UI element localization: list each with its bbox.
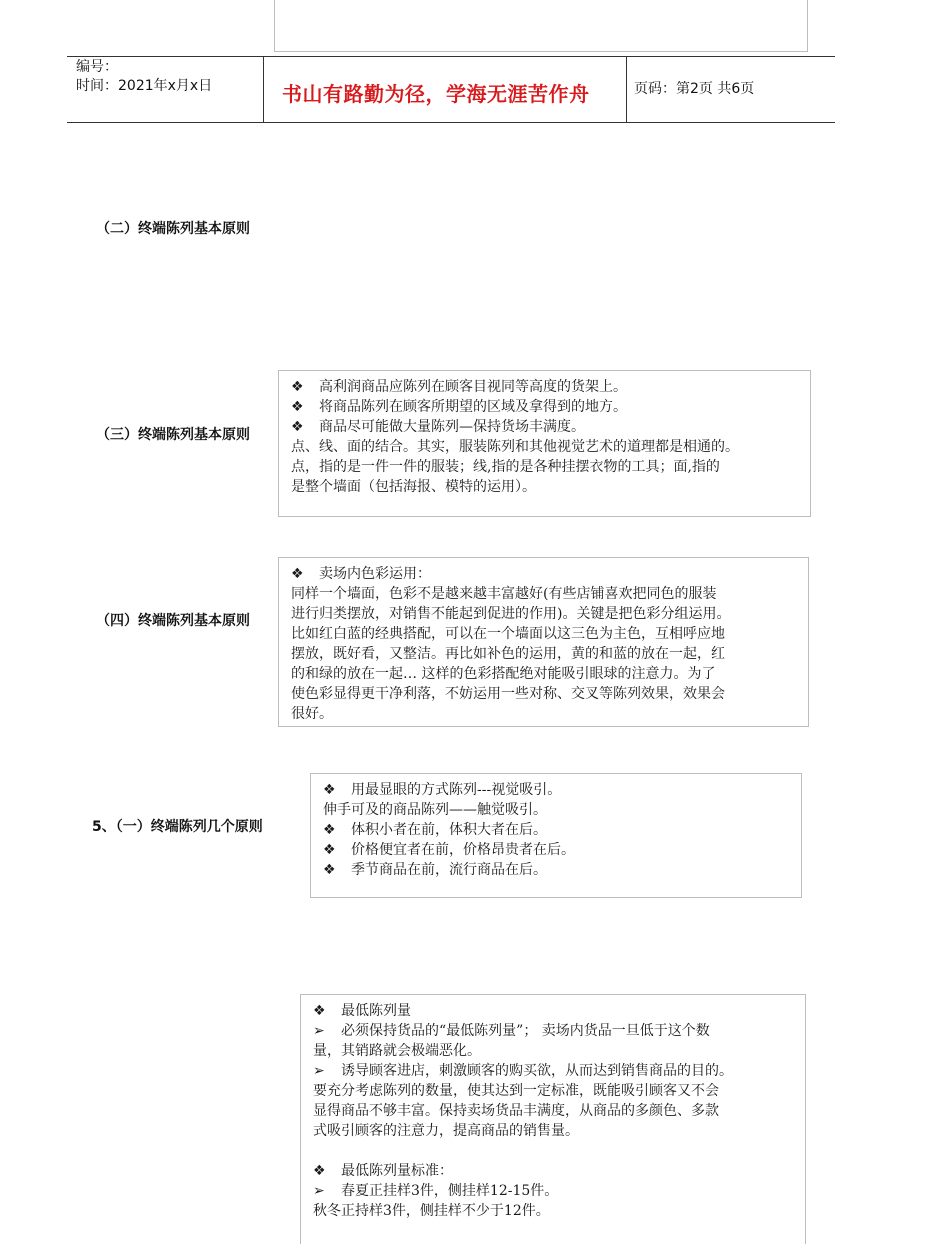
s3-line: 点，指的是一件一件的服装；线,指的是各种挂摆衣物的工具；面,指的 (291, 459, 720, 475)
s4-line: ❖ 卖场内色彩运用： (291, 566, 431, 582)
section-4-heading: （四）终端陈列基本原则 (96, 613, 250, 629)
diamond-bullet-icon: ❖ (323, 782, 336, 798)
s6-line (313, 1141, 733, 1161)
s6-line: ➢ 春夏正挂样3件，侧挂样12-15件。 (313, 1183, 559, 1199)
arrow-bullet-icon: ➢ (313, 1183, 325, 1199)
diamond-bullet-icon: ❖ (313, 1003, 326, 1019)
section-5-content (323, 780, 575, 880)
header-top-rule (67, 56, 835, 57)
s6-line: ❖ 最低陈列量标准： (313, 1163, 453, 1179)
s3-line: 是整个墙面（包括海报、模特的运用）。 (291, 479, 536, 495)
section-2-heading: （二）终端陈列基本原则 (96, 221, 250, 237)
s6-line: 式吸引顾客的注意力，提高商品的销售量。 (313, 1123, 579, 1139)
s3-line: ❖ 高利润商品应陈列在顾客目视同等高度的货架上。 (291, 379, 627, 395)
section-3-content (291, 377, 739, 497)
s5-line: ❖ 体积小者在前，体积大者在后。 (323, 822, 547, 838)
s6-line: 显得商品不够丰富。保持卖场货品丰满度，从商品的多颜色、多款 (313, 1103, 719, 1119)
s6-line: ➢ 必须保持货品的“最低陈列量”； 卖场内货品一旦低于这个数 (313, 1023, 710, 1039)
diamond-bullet-icon: ❖ (323, 842, 336, 858)
header-divider-left (263, 56, 264, 123)
section-4-content (291, 564, 730, 724)
s4-line: 同样一个墙面，色彩不是越来越丰富越好(有些店铺喜欢把同色的服装 (291, 586, 717, 602)
diamond-bullet-icon: ❖ (291, 419, 304, 435)
diamond-bullet-icon: ❖ (291, 379, 304, 395)
diamond-bullet-icon: ❖ (313, 1163, 326, 1179)
section-5-heading: 5、（一）终端陈列几个原则 (92, 819, 263, 835)
s5-line: ❖ 价格便宜者在前，价格昂贵者在后。 (323, 842, 575, 858)
diamond-bullet-icon: ❖ (323, 862, 336, 878)
s4-line: 的和绿的放在一起… 这样的色彩搭配绝对能吸引眼球的注意力。为了 (291, 666, 716, 682)
s4-line: 进行归类摆放，对销售不能起到促进的作用)。关键是把色彩分组运用。 (291, 606, 731, 622)
s4-line: 摆放，既好看，又整洁。再比如补色的运用，黄的和蓝的放在一起，红 (291, 646, 725, 662)
s4-line: 比如红白蓝的经典搭配，可以在一个墙面以这三色为主色，互相呼应地 (291, 626, 725, 642)
date-label: 时间：2021年x月x日 (76, 78, 213, 94)
section-6-content (313, 1001, 733, 1221)
top-partial-box (274, 0, 808, 52)
header-divider-right (626, 56, 627, 123)
diamond-bullet-icon: ❖ (291, 399, 304, 415)
s6-line: 秋冬正持样3件，侧挂样不少于12件。 (313, 1203, 550, 1219)
s6-line: 量，其销路就会极端恶化。 (313, 1043, 481, 1059)
header-bottom-rule (67, 122, 835, 123)
s4-line: 使色彩显得更干净利落，不妨运用一些对称、交叉等陈列效果，效果会 (291, 686, 725, 702)
s3-line: ❖ 将商品陈列在顾客所期望的区域及拿得到的地方。 (291, 399, 627, 415)
s6-line: ❖ 最低陈列量 (313, 1003, 411, 1019)
s6-line: 要充分考虑陈列的数量，使其达到一定标准，既能吸引顾客又不会 (313, 1083, 719, 1099)
s3-line: 点、线、面的结合。其实，服装陈列和其他视觉艺术的道理都是相通的。 (291, 439, 739, 455)
page-info: 页码：第2页 共6页 (634, 81, 755, 97)
s5-line: 伸手可及的商品陈列——触觉吸引。 (323, 802, 547, 818)
s6-line: ➢ 诱导顾客进店，刺激顾客的购买欲，从而达到销售商品的目的。 (313, 1063, 733, 1079)
s5-line: ❖ 用最显眼的方式陈列---视觉吸引。 (323, 782, 562, 798)
motto: 书山有路勤为径，学海无涯苦作舟 (282, 82, 590, 106)
s3-line: ❖ 商品尽可能做大量陈列—保持货场丰满度。 (291, 419, 585, 435)
diamond-bullet-icon: ❖ (291, 566, 304, 582)
arrow-bullet-icon: ➢ (313, 1063, 325, 1079)
diamond-bullet-icon: ❖ (323, 822, 336, 838)
s4-line: 很好。 (291, 706, 333, 722)
arrow-bullet-icon: ➢ (313, 1023, 325, 1039)
section-3-heading: （三）终端陈列基本原则 (96, 427, 250, 443)
number-label: 编号： (76, 59, 118, 75)
s5-line: ❖ 季节商品在前，流行商品在后。 (323, 862, 547, 878)
